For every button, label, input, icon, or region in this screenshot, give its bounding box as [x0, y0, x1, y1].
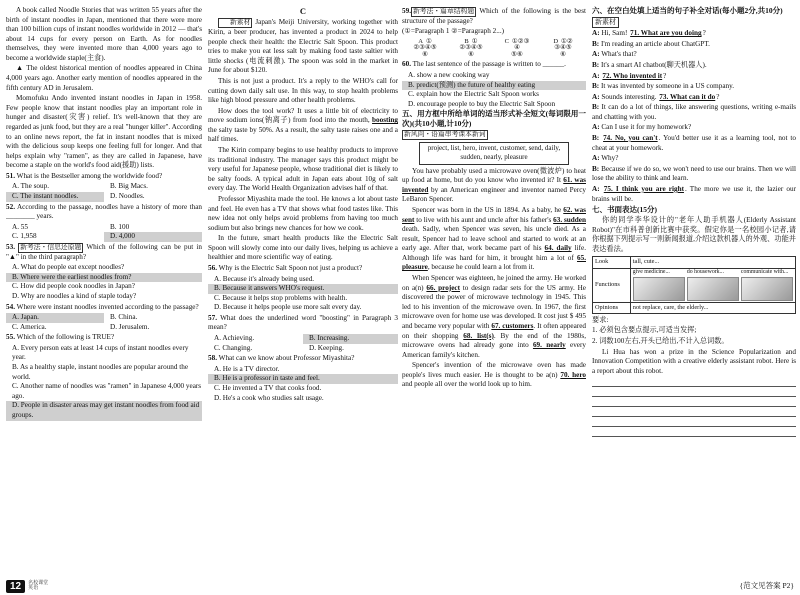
option[interactable]: B. Because it answers WHO's request.: [208, 284, 398, 294]
blank-61: 61. was invented: [402, 176, 586, 194]
table-row: [593, 302, 796, 313]
structure-hint: (①=Paragraph 1 ②=Paragraph 2...): [402, 27, 505, 36]
answer-line[interactable]: [592, 387, 796, 397]
table-cell: not replace, care, the elderly...: [630, 302, 795, 313]
speaker: B:: [592, 103, 600, 112]
answer-line[interactable]: [592, 397, 796, 407]
option[interactable]: D. Why are noodles a kind of staple today?: [12, 292, 137, 300]
question-60: [402, 60, 586, 109]
tree-node: ⑤⑥: [511, 50, 523, 58]
answer-line[interactable]: [592, 417, 796, 427]
question-stem-line: [208, 354, 398, 364]
tree-level: [468, 52, 474, 59]
blank-67: 67. customers: [491, 321, 534, 330]
table-label: Look: [593, 257, 631, 268]
question-56: [208, 264, 398, 313]
question-list: [208, 264, 398, 403]
tree-node: ⑥: [560, 50, 566, 58]
option-label: D: [553, 37, 559, 45]
cloze-para-2: Spencer was born in the US in 1894. As a baby, he 62. was sent to live with his aunt and uncle after his father's 63. sudden death. Sadly, when Spencer was seven, his uncle died. As a result, Spencer had to leave school and started to work at an early age. After that, work became part of his 64. daily life. Although life was hard for him, it brought him a lot of 65. pleasure, because he could learn a lot from it.: [402, 206, 586, 272]
writing-lines: [592, 377, 796, 437]
tree-level: [422, 52, 428, 59]
tree-node: ⑥: [468, 50, 474, 58]
writing-prompt: 你的同学李华设计的"老年人助手机器人(Elderly Assistant Robot)"在市科普创新比赛中获奖。假定你是一名校园小记者,请你根据下列提示写一则新闻报道,介绍这款机器人的外观、功能并表达看法。: [592, 216, 796, 253]
question-stem: Which of the following is TRUE?: [16, 333, 115, 342]
line-text: Because if we do so, we won't need to use our brains. Then we will lose the ability to think and learn.: [592, 164, 796, 183]
blank-65: 65. pleasure: [402, 253, 586, 272]
function-item: [633, 270, 685, 301]
option[interactable]: D. Because it helps people use more salt every day.: [214, 303, 362, 312]
question-number: 54.: [6, 302, 15, 311]
line-text: What's that?: [601, 50, 637, 59]
speaker: A:: [592, 123, 600, 132]
blank-68: 68. list(s): [463, 331, 494, 340]
table-label: Opinions: [593, 302, 631, 313]
question-52: [6, 203, 202, 242]
question-stem: Which of the following is the best structure of the passage?: [402, 7, 586, 25]
dialog-line: [592, 103, 796, 122]
speaker: A:: [592, 154, 600, 163]
page-number: 12: [6, 580, 25, 593]
para-text: How does the tool work? It uses a little bit of electricity to move sodium ions(钠离子) from food into the mouth,: [208, 106, 398, 125]
line-text: Hi, Sam!: [601, 29, 630, 38]
line-text: ?: [702, 29, 706, 38]
question-51: [6, 172, 202, 202]
cloze-para-4: Spencer's invention of the microwave oven has made people's lives much easier. He is thought to be a(n) 70. hero and people all over the world look up to him.: [402, 361, 586, 389]
option[interactable]: B. predict(预测) the future of healthy eating: [402, 81, 586, 91]
line-text: It can do a lot of things, like answering questions, writing e-mails and chatting with you.: [592, 103, 796, 121]
new-material-tag: 新素材: [218, 18, 252, 28]
option[interactable]: A. Japan.: [6, 313, 104, 323]
para-text: the salty taste by 50%. As a result, the salty taste raises one and a half times.: [208, 125, 398, 144]
option[interactable]: B. Big Macs.: [110, 182, 148, 191]
option[interactable]: D. He's a cook who studies salt usage.: [214, 393, 324, 402]
tree-node: ③④⑤: [554, 44, 572, 52]
speaker: B:: [592, 39, 600, 48]
dialog-line: [592, 154, 796, 164]
tree-node: ②③④⑤: [413, 44, 437, 52]
reading-c-para-3: [208, 107, 398, 145]
function-caption: do housework...: [686, 268, 724, 275]
option[interactable]: B. China.: [110, 313, 138, 322]
tree-level: [560, 52, 566, 59]
dialog-line: [592, 61, 796, 71]
dialog-line: [592, 93, 796, 103]
question-59: [402, 7, 586, 58]
line-text: Why?: [601, 154, 619, 163]
speaker: B:: [592, 134, 600, 143]
speaker: A:: [592, 29, 600, 38]
option[interactable]: C. How did people cook noodles in Japan?: [12, 282, 135, 291]
options: [6, 313, 202, 332]
option[interactable]: D. People in disaster areas may get instant noodles from food aid groups.: [6, 401, 202, 420]
speaker: A:: [592, 50, 600, 59]
table-cell: [630, 268, 795, 302]
question-stem: The last sentence of the passage is written to ______.: [412, 60, 566, 69]
reading-b-para-1: A book called Noodle Stories that was written 55 years after the birth of instant noodles in Japan, mentioned that there were more than 100 billion cups of instant noodles worldwide in 2012 — that's about 14 cups for every person on Earth. As for noodles themselves, they were invented more than 4,000 years ago to become a worldwide staple(主食).: [6, 6, 202, 62]
option[interactable]: C. Another name of noodles was "ramen" in Japanese 4,000 years ago.: [12, 382, 202, 400]
question-stem-line: [6, 203, 202, 222]
blank-70: 70. hero: [560, 370, 586, 379]
option[interactable]: C. Because it helps stop problems with health.: [214, 293, 348, 302]
question-list: [6, 172, 202, 421]
line-text: I'm reading an article about ChatGPT.: [600, 39, 710, 48]
section-7-heading: 七、书面表达(15分): [592, 205, 657, 215]
dialog-line: [592, 82, 796, 92]
reading-c-para-5: Professor Miyashita made the tool. He knows a lot about taste and feel. He even has a TV that shows what food tastes like. This new idea not only helps avoid problems from having too much sodium but also brings new chances for how we cook.: [208, 194, 398, 232]
options: [402, 71, 586, 109]
para-text: Japan's Meiji University, working together with Kirin, a beer producer, has invented a product in 2024 to help people check their health: the Electric Salt Spoon. This product tries to make you eat less salt by making food taste saltier with little shocks (电流刺激). The spoon was sold in the market in June for about $120.: [208, 18, 398, 75]
section-6-heading: 六、在空白处填上适当的句子补全对话(每小题2分,共10分): [592, 6, 783, 15]
option[interactable]: D. Keeping.: [309, 343, 344, 352]
line-text: ?: [716, 92, 720, 101]
robot-illustration: [741, 277, 793, 301]
tree-node: ①: [425, 37, 432, 45]
question-stem-line: [6, 333, 202, 343]
question-tag: 新考法・信息还原题: [20, 243, 82, 251]
option[interactable]: C. The instant noodles.: [6, 192, 104, 202]
question-58: [208, 354, 398, 403]
reading-c-para-2: This is not just a product. It's a reply to the WHO's call for cutting down daily salt use. In this way, to stop health problems like high blood pressure and other health problems.: [208, 77, 398, 105]
dialog-line: [592, 29, 796, 39]
function-caption: give medicine...: [632, 268, 670, 275]
question-stem: What can we know about Professor Miyashita?: [218, 354, 355, 363]
dialog-line: [592, 185, 796, 204]
tree-level: [511, 52, 523, 59]
blank-62: 62. was sent: [402, 206, 586, 224]
option[interactable]: D. Jerusalem.: [110, 322, 150, 331]
page-footer: [6, 580, 48, 593]
line-text: ?: [663, 71, 667, 80]
question-number: 56.: [208, 263, 217, 272]
question-stem: Why is the Electric Salt Spoon not just a product?: [218, 263, 363, 272]
line-text: . The more we use it, the lazier our brains will be.: [592, 184, 796, 203]
option[interactable]: A. Every person eats at least 14 cups of instant noodles every year.: [12, 343, 189, 362]
new-material-tag: 新素材: [592, 17, 619, 28]
answer-blank[interactable]: 72. Who invented it: [602, 71, 663, 80]
line-text: . You'd better use it as a learning tool, not to cheat at your homework.: [592, 134, 796, 152]
tree-node: ④: [514, 44, 520, 52]
question-tag: 新考法・篇章结构题: [412, 8, 475, 15]
answer-blank[interactable]: 75. I think you are right: [603, 184, 684, 193]
line-text: It was invented by someone in a US company.: [600, 82, 735, 91]
structure-diagrams: [402, 39, 586, 59]
word-box: project, list, hero, invent, customer, send, daily, sudden, nearly, pleasure: [419, 142, 569, 165]
tree-node: ①②: [561, 37, 573, 45]
option-label: A: [418, 37, 423, 45]
robot-illustration: [633, 277, 685, 301]
option[interactable]: D. 4,000: [104, 232, 202, 242]
structure-option[interactable]: [448, 39, 494, 59]
answer-blank[interactable]: 71. What are you doing: [630, 29, 702, 38]
dialog-line: [592, 50, 796, 60]
dialog-line: [592, 134, 796, 153]
question-number: 59.: [402, 7, 411, 15]
function-item: [687, 270, 739, 301]
question-number: 58.: [208, 354, 217, 363]
blank-63: 63. sudden: [553, 215, 586, 224]
column-1: [6, 6, 202, 421]
speaker: B:: [592, 164, 600, 173]
reference-note: {范文见答案 P2}: [739, 581, 794, 591]
question-stem: According to the passage, noodles have a history of more than ________ years.: [6, 202, 202, 221]
line-text: Sounds interesting.: [601, 92, 659, 101]
column-2: [208, 6, 398, 403]
question-55: [6, 333, 202, 420]
table-cell: tall, cute...: [630, 257, 795, 268]
answer-blank[interactable]: 73. What can it do: [659, 92, 716, 101]
prompt-table: [592, 256, 796, 314]
blank-69: 69. nearly: [532, 341, 566, 350]
section-5-tag: 新风向・语篇串考课本新词: [404, 131, 486, 139]
reading-c-para-1: [208, 18, 398, 76]
option[interactable]: A. show a new cooking way: [408, 71, 490, 80]
blank-64: 64. daily: [544, 244, 572, 253]
option[interactable]: C. He invented a TV that cooks food.: [214, 383, 322, 392]
speaker: A:: [592, 184, 600, 193]
option[interactable]: B. As a healthy staple, instant noodles are popular around the world.: [12, 363, 189, 381]
function-caption: communicate with...: [740, 268, 789, 275]
options: [6, 344, 202, 421]
option[interactable]: A. He is a TV director.: [214, 364, 280, 373]
speaker: B:: [592, 82, 600, 91]
question-stem-line: [6, 303, 202, 313]
option[interactable]: B. Increasing.: [303, 334, 398, 344]
question-stem-line: [6, 243, 202, 262]
cloze-para-1: You have probably used a microwave oven(微波炉) to heat up food at home, but do you know who invented it? It 61. was invented by an American engineer and inventor named Percy LeBaron Spencer.: [402, 166, 586, 204]
section-title: C: [299, 6, 307, 16]
table-row: [593, 257, 796, 268]
option[interactable]: C. explain how the Electric Salt Spoon works: [408, 90, 539, 99]
question-stem: Where were instant noodles invented according to the passage?: [16, 302, 199, 311]
reading-b-para-3: Momofuku Ando invented instant noodles in Japan in 1958. Few people know that instant noodles play an important role in hunger and disaster(灾害) relief. It's well-known that they are regarded as junk food, but they are a real "hunger killer". According to an online news report, the fat in instant noodles that is mixed with the delicious soup keeps one feeling full for longer. And that helps explain why "ramen", as they are called in Japanese, have become a staple on the world's food aid(援助) lists.: [6, 94, 202, 170]
cloze-para-3: When Spencer was eighteen, he joined the army. He worked on a(n) 66. project to design radar sets for the US army. He discovered the power of microwave technology in 1945. This led to his invention of the microwave oven. In 1967, the first microwave oven for home use was developed. It cost just $ 495 and became very popular with 67. customers. It often appeared on their shopping 68. list(s). By the end of the 1980s, microwave ovens had already gone into 69. nearly every American family's kitchen.: [402, 274, 586, 359]
tree-node: ⑥: [422, 50, 428, 58]
table-label: Functions: [593, 268, 631, 302]
option[interactable]: C. Changing.: [214, 343, 253, 352]
answer-line[interactable]: [592, 427, 796, 437]
question-stem-line: [208, 314, 398, 333]
option[interactable]: B. He is a professor in taste and feel.: [208, 374, 398, 384]
dialogue: [592, 29, 796, 204]
speaker: A:: [592, 92, 600, 101]
answer-blank[interactable]: 74. No, you can't: [603, 134, 658, 143]
para-2-text: The oldest historical mention of noodles appeared in China 4,000 years ago. Another early mention of noodles appeared in the fifth century AD in Jerusalem.: [6, 64, 202, 92]
options: [6, 223, 202, 242]
question-number: 55.: [6, 333, 15, 342]
option[interactable]: D. encourage people to buy the Electric Salt Spoon: [408, 99, 556, 108]
footer-subject: 英语: [28, 585, 39, 592]
column-4: [592, 6, 796, 437]
function-images: [633, 270, 793, 301]
reading-c-para-4: The Kirin company begins to use healthy products to improve its traditional industry. The manager says this product might be very useful for Japanese people, whose traditional diet is likely to be salty foods. A typical adult in Japan eats about 10g of salt every day. The World Health Organization advises half of that.: [208, 146, 398, 193]
option-label: C: [504, 37, 509, 45]
question-54: [6, 303, 202, 333]
requirement-2: 2. 词数100左右,开头已给出,不计入总词数。: [592, 337, 729, 346]
reading-c-para-6: In the future, smart health products like the Electric Salt Spoon will slowly come into our daily lives, helping us achieve a healthier and more scientific way of eating.: [208, 234, 398, 262]
question-number: 51.: [6, 171, 15, 180]
option[interactable]: C. 1,958: [12, 232, 37, 241]
speaker: B:: [592, 61, 600, 69]
line-text: Can I use it for my homework?: [601, 123, 692, 132]
options: [208, 365, 398, 403]
option[interactable]: A. Because it's already being used.: [214, 274, 315, 283]
options: [208, 334, 398, 353]
tree-node: ②③④⑤: [459, 44, 483, 52]
dialog-line: [592, 165, 796, 184]
footer-brand: 名校课堂: [28, 580, 49, 587]
column-3: [402, 6, 586, 391]
speaker: A:: [592, 71, 600, 80]
option[interactable]: C. America.: [12, 322, 47, 331]
question-stem-line: [208, 264, 398, 274]
option[interactable]: A. 55: [12, 222, 28, 231]
options: [6, 182, 202, 201]
option[interactable]: D. Noodles.: [110, 191, 145, 200]
question-stem-line: [6, 172, 202, 182]
question-number: 52.: [6, 202, 15, 211]
question-number: 57.: [208, 313, 217, 322]
option[interactable]: A. The soup.: [12, 182, 50, 191]
option[interactable]: B. Where were the earliest noodles from?: [6, 273, 202, 283]
dialog-line: [592, 40, 796, 50]
question-57: [208, 314, 398, 353]
line-text: It's a smart AI chatbot(聊天机器人).: [600, 61, 707, 69]
tree-node: ①: [471, 37, 478, 45]
section-5-heading: 五、用方框中所给单词的适当形式补全短文(每词限用一次)(共10小题,计10分): [402, 109, 586, 129]
dialog-line: [592, 123, 796, 133]
writing-start: Li Hua has won a prize in the Science Popularization and Innovation Competition with a creative elderly assistant robot. Here is a report about this robot.: [592, 347, 796, 375]
option[interactable]: A. What do people eat except noodles?: [12, 263, 125, 272]
table-row: [593, 268, 796, 302]
structure-option[interactable]: [402, 39, 448, 59]
answer-line[interactable]: [592, 377, 796, 387]
options: [208, 275, 398, 313]
tree-node: ①②③: [511, 37, 530, 45]
option[interactable]: A. Achieving.: [214, 334, 255, 343]
requirements-title: 要求:: [592, 315, 609, 324]
question-stem: What is the Bestseller among the worldwide food?: [16, 171, 163, 180]
question-number: 60.: [402, 60, 411, 69]
function-item: [741, 270, 793, 301]
question-53: [6, 243, 202, 302]
question-stem: What does the underlined word "boosting" in Paragraph 3 mean?: [208, 313, 398, 332]
robot-illustration: [687, 277, 739, 301]
answer-line[interactable]: [592, 407, 796, 417]
requirement-1: 1. 必须包含要点提示,可适当发挥;: [592, 326, 697, 335]
underlined-word: boosting: [372, 116, 398, 125]
structure-option[interactable]: [540, 39, 586, 59]
dialog-line: [592, 72, 796, 82]
structure-option[interactable]: [494, 39, 540, 59]
reading-b-para-2: [6, 64, 202, 93]
question-number: 53.: [6, 242, 15, 251]
triangle-mark: ▲: [16, 64, 24, 73]
blank-66: 66. project: [426, 283, 460, 292]
question-stem: Which of the following can be put in "▲" in the third paragraph?: [6, 242, 202, 261]
option[interactable]: B. 100: [110, 222, 130, 231]
options: [6, 263, 202, 301]
option-label: B: [464, 37, 469, 45]
